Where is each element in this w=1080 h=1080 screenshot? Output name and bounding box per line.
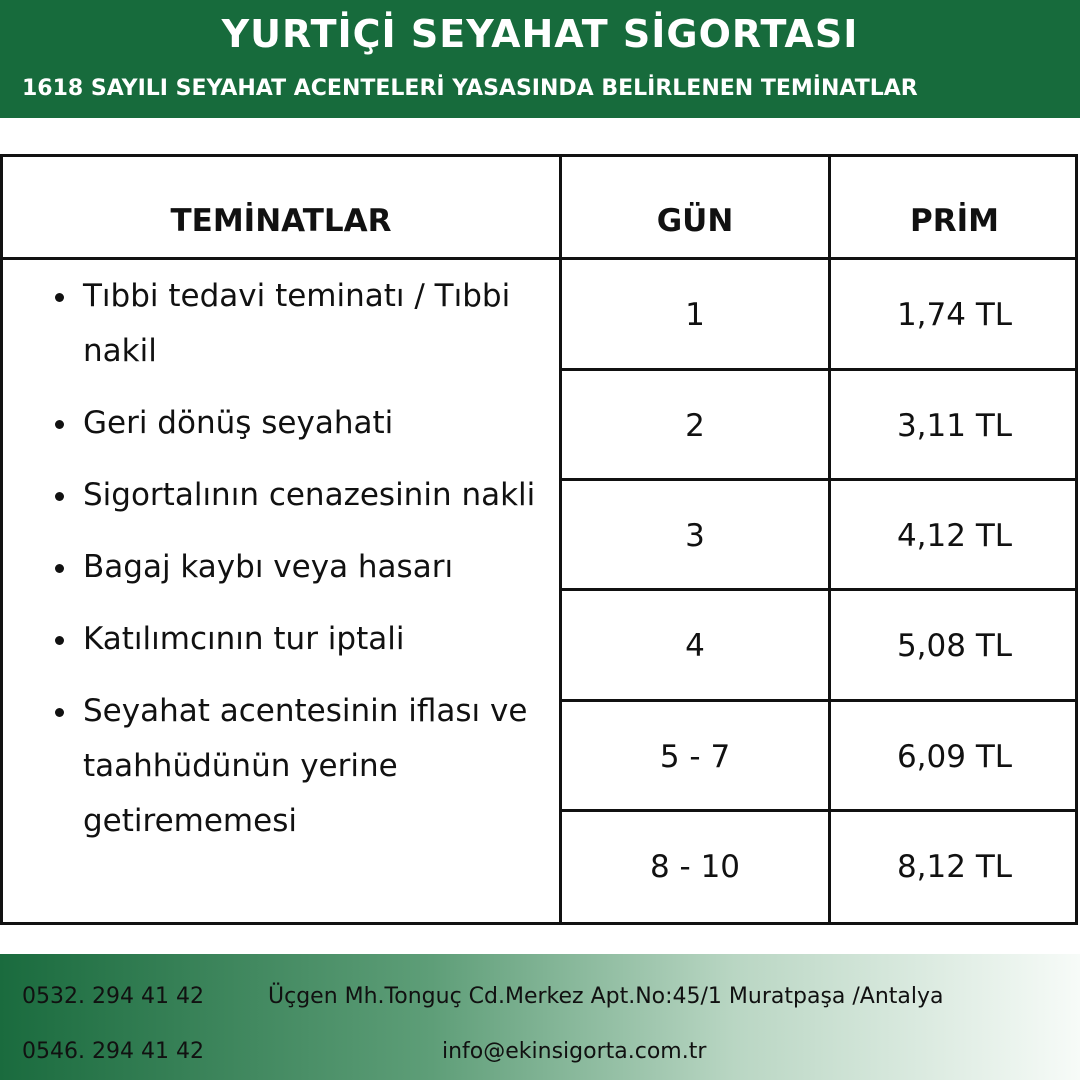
days-cell: 5 - 7	[659, 739, 731, 775]
list-item: Geri dönüş seyahati	[83, 396, 553, 451]
days-cell: 1	[685, 297, 705, 333]
header-coverages: TEMİNATLAR	[170, 203, 392, 239]
address: Üçgen Mh.Tonguç Cd.Merkez Apt.No:45/1 Muratpaşa /Antalya	[268, 984, 944, 1009]
premium-cell: 1,74 TL	[896, 297, 1013, 333]
premium-cell: 8,12 TL	[896, 849, 1013, 885]
days-cell: 8 - 10	[649, 849, 741, 885]
page-footer	[0, 954, 1080, 1080]
phone-number-1[interactable]: 0532. 294 41 42	[22, 984, 204, 1009]
days-cell: 4	[685, 628, 705, 664]
page-header	[0, 0, 1080, 118]
premium-cell: 4,12 TL	[896, 518, 1013, 554]
coverage-list	[83, 269, 553, 866]
premium-cell: 5,08 TL	[896, 628, 1013, 664]
page-title: YURTİÇİ SEYAHAT SİGORTASI	[221, 12, 859, 56]
list-item: Seyahat acentesinin iflası ve taahhüdünün yerine getirememesi	[83, 684, 553, 849]
list-item: Katılımcının tur iptali	[83, 612, 553, 667]
coverage-table	[0, 154, 1078, 925]
list-item: Tıbbi tedavi teminatı / Tıbbi nakil	[83, 269, 553, 379]
list-item: Sigortalının cenazesinin nakli	[83, 468, 553, 523]
page-subtitle: 1618 SAYILI SEYAHAT ACENTELERİ YASASINDA BELİRLENEN TEMİNATLAR	[22, 76, 918, 101]
header-premium: PRİM	[910, 203, 999, 239]
email-link[interactable]: info@ekinsigorta.com.tr	[442, 1039, 707, 1064]
header-days: GÜN	[656, 203, 734, 239]
phone-number-2[interactable]: 0546. 294 41 42	[22, 1039, 204, 1064]
days-cell: 2	[685, 408, 705, 444]
premium-cell: 3,11 TL	[896, 408, 1013, 444]
premium-cell: 6,09 TL	[896, 739, 1013, 775]
list-item: Bagaj kaybı veya hasarı	[83, 540, 553, 595]
days-cell: 3	[685, 518, 705, 554]
